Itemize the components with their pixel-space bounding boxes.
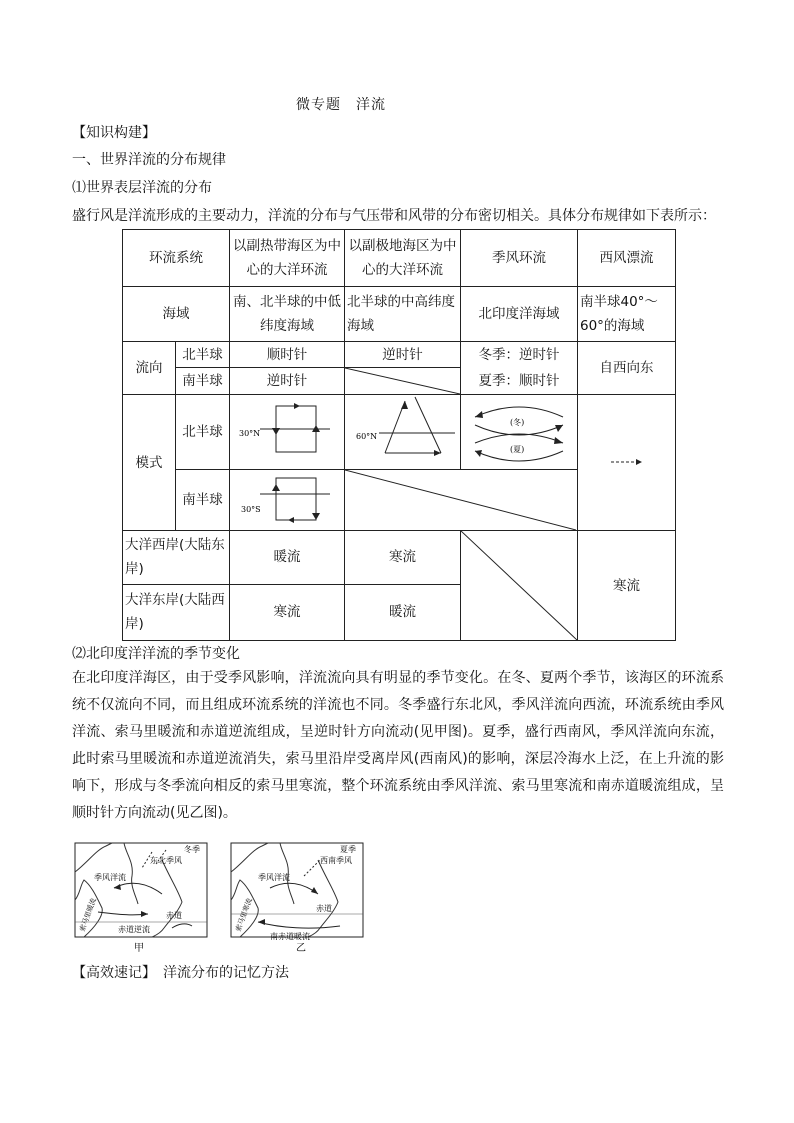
yi-season: 夏季: [340, 845, 356, 854]
west-coast-subpolar: 寒流: [345, 531, 461, 585]
flow-monsoon-summer: 夏季：顺时针: [478, 373, 560, 389]
coast-westwind: 寒流: [578, 531, 676, 641]
yi-equator: 赤道: [316, 904, 332, 913]
flow-monsoon-winter: 冬季：逆时针: [478, 347, 560, 363]
header-system: 环流系统: [123, 230, 230, 287]
gyre-south-diagram: [230, 470, 344, 530]
westwind-drift-arrow: [578, 396, 675, 530]
map-yi: [230, 842, 364, 958]
lat-60n-label: 60°N: [356, 432, 378, 441]
sea-subpolar: 北半球的中高纬度海域: [345, 287, 461, 342]
diagonal-line: [461, 531, 577, 640]
heading-seasonal-change: ⑵北印度洋洋流的季节变化: [72, 646, 240, 662]
flow-south-subpolar-empty: [345, 368, 461, 395]
yi-wind: 西南季风: [320, 856, 352, 865]
sea-subtropical: 南、北半球的中低纬度海域: [230, 287, 345, 342]
label-mode: 模式: [123, 395, 176, 531]
south-empty-cell: [345, 470, 578, 531]
yi-south-equatorial: 南赤道暖流: [270, 932, 310, 941]
diagonal-line: [345, 470, 576, 530]
east-coast-subpolar: 暖流: [345, 584, 461, 640]
gyre-clockwise-diagram: [230, 395, 344, 469]
label-west-coast: 大洋西岸(大陆东岸): [123, 531, 230, 585]
summer-label: (夏): [510, 445, 525, 454]
yi-monsoon-current: 季风洋流: [258, 873, 290, 882]
label-flow: 流向: [123, 342, 176, 395]
flow-westwind: 自西向东: [578, 342, 676, 395]
label-north-flow: 北半球: [176, 342, 230, 368]
lat-30n-label: 30°N: [239, 429, 261, 438]
map-jia-svg: [74, 842, 208, 954]
diagram-north-subpolar: [345, 395, 461, 470]
label-east-coast: 大洋东岸(大陆西岸): [123, 584, 230, 640]
sea-monsoon: 北印度洋海域: [461, 287, 578, 342]
label-south-flow: 南半球: [176, 368, 230, 395]
label-north-mode: 北半球: [176, 395, 230, 470]
map-jia: [74, 842, 208, 958]
jia-somali-current: 索马里暖流: [78, 897, 98, 933]
jia-wind: 东北季风: [150, 856, 182, 865]
intro-text: 盛行风是洋流形成的主要动力，洋流的分布与气压带和风带的分布密切相关。具体分布规律如下表所示：: [72, 208, 716, 224]
tip-heading: 【高效速记】 洋流分布的记忆方法: [72, 965, 289, 981]
section-knowledge: 【知识构建】: [72, 125, 156, 141]
diagram-south-subtropical: [230, 470, 345, 531]
east-coast-subtropical: 寒流: [230, 584, 345, 640]
jia-monsoon-current: 季风洋流: [94, 873, 126, 882]
header-subpolar: 以副极地海区为中心的大洋环流: [345, 230, 461, 287]
jia-caption: 甲: [134, 943, 144, 954]
current-table: [122, 229, 676, 641]
diagram-monsoon: [461, 395, 578, 470]
header-subtropical: 以副热带海区为中心的大洋环流: [230, 230, 345, 287]
heading-distribution: 一、世界洋流的分布规律: [72, 152, 226, 168]
gyre-counterclockwise-diagram: [345, 395, 460, 469]
flow-monsoon: [461, 342, 578, 395]
map-yi-svg: [230, 842, 364, 954]
winter-label: (冬): [510, 418, 525, 427]
jia-equator: 赤道: [166, 911, 182, 920]
jia-season: 冬季: [184, 845, 200, 854]
diagram-north-subtropical: [230, 395, 345, 470]
jia-equatorial-counter: 赤道逆流: [118, 925, 150, 934]
header-westwind: 西风漂流: [578, 230, 676, 287]
page-title: 微专题 洋流: [296, 97, 386, 113]
label-south-mode: 南半球: [176, 470, 230, 531]
yi-caption: 乙: [296, 943, 306, 954]
yi-somali-current: 索马里寒流: [234, 897, 254, 933]
label-sea-area: 海域: [123, 287, 230, 342]
heading-surface-currents: ⑴世界表层洋流的分布: [72, 180, 212, 196]
header-monsoon: 季风环流: [461, 230, 578, 287]
diagram-westwind: [578, 395, 676, 531]
flow-south-subtropical: 逆时针: [230, 368, 345, 395]
sea-westwind: 南半球40°～60°的海域: [578, 287, 676, 342]
flow-north-subpolar: 逆时针: [345, 342, 461, 368]
coast-monsoon-empty: [461, 531, 578, 641]
lat-30s-label: 30°S: [241, 505, 261, 514]
flow-north-subtropical: 顺时针: [230, 342, 345, 368]
west-coast-subtropical: 暖流: [230, 531, 345, 585]
diagonal-line: [345, 368, 460, 394]
monsoon-flow-diagram: [461, 395, 577, 469]
seasonal-paragraph: 在北印度洋海区，由于受季风影响，洋流流向具有明显的季节变化。在冬、夏两个季节，该海区的环流系统不仅流向不同，而且组成环流系统的洋流也不同。冬季盛行东北风，季风洋流向西流，环流系统由季风洋流、索马里暖流和赤道逆流组成，呈逆时针方向流动(见甲图)。夏季，盛行西南风，季风洋流向东流，此时索马里暖流和赤道逆流消失，索马里沿岸受离岸风(西南风)的影响，深层冷海水上泛，在上升流的影响下，形成与冬季流向相反的索马里寒流，整个环流系统由季风洋流、索马里寒流和南赤道暖流组成，呈顺时针方向流动(见乙图)。: [72, 670, 724, 821]
